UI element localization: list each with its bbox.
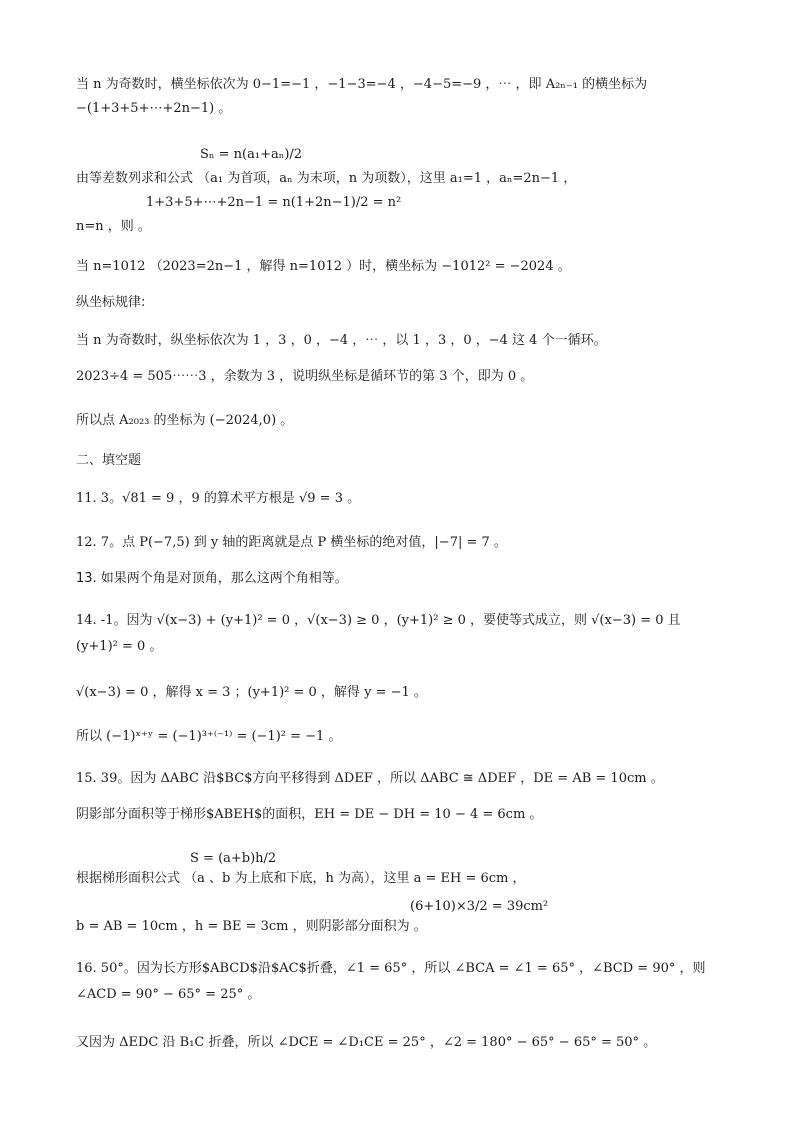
text-line: b = AB = 10cm ，h = BE = 3cm ，则阴影部分面积为 。 xyxy=(76,919,427,934)
text-line: 纵坐标规律: xyxy=(76,295,146,310)
text-line: 当 n 为奇数时，横坐标依次为 0−1=−1 ，−1−3=−4 ，−4−5=−9 ，⋯ ，即 A₂ₙ₋₁ 的横坐标为 xyxy=(76,77,648,92)
text-line: 由等差数列求和公式 （a₁ 为首项，aₙ 为末项，n 为项数），这里 a₁=1 ，aₙ=2n−1 ， xyxy=(76,171,577,186)
text-line: 所以 (−1)ˣ⁺ʸ = (−1)³⁺⁽⁻¹⁾ = (−1)² = −1 。 xyxy=(76,729,342,744)
answer-line: 16. 50°。因为长方形$ABCD$沿$AC$折叠，∠1 = 65° ，所以 ∠BCA = ∠1 = 65° ，∠BCD = 90° ，则 xyxy=(76,961,706,976)
text-line: 当 n 为奇数时，纵坐标依次为 1 ，3 ，0 ，−4 ，⋯ ，以 1 ，3 ，0 ，−4 这 4 个一循环。 xyxy=(76,333,607,348)
answer-line: 14. -1。因为 √(x−3) + (y+1)² = 0 ，√(x−3) ≥ 0 ，(y+1)² ≥ 0 ，要使等式成立，则 √(x−3) = 0 且 xyxy=(76,613,681,628)
formula-line: 1+3+5+⋯+2n−1 = n(1+2n−1)/2 = n² xyxy=(146,195,402,210)
text-line: 根据梯形面积公式 （a 、b 为上底和下底，h 为高），这里 a = EH = 6cm ， xyxy=(76,871,526,886)
text-line: −(1+3+5+⋯+2n−1) 。 xyxy=(76,101,232,116)
answer-line: 15. 39。因为 ΔABC 沿$BC$方向平移得到 ΔDEF ，所以 ΔABC ≅ ΔDEF ，DE = AB = 10cm 。 xyxy=(76,771,664,786)
formula-line: Sₙ = n(a₁+aₙ)/2 xyxy=(200,147,303,162)
text-line: 当 n=1012 （2023=2n−1 ，解得 n=1012 ）时，横坐标为 −1012² = −2024 。 xyxy=(76,259,571,274)
text-line: 所以点 A₂₀₂₃ 的坐标为 (−2024,0) 。 xyxy=(76,413,294,428)
text-line: 2023÷4 = 505⋯⋯3 ，余数为 3 ，说明纵坐标是循环节的第 3 个，即为 0 。 xyxy=(76,369,534,384)
text-line: (y+1)² = 0 。 xyxy=(76,639,163,654)
section-heading: 二、填空题 xyxy=(76,453,142,468)
text-line: ∠ACD = 90° − 65° = 25° 。 xyxy=(76,987,261,1002)
formula-line: (6+10)×3/2 = 39cm² xyxy=(410,899,549,914)
text-line: √(x−3) = 0 ，解得 x = 3 ；(y+1)² = 0 ，解得 y = −1 。 xyxy=(76,685,427,700)
text-line: 又因为 ΔEDC 沿 B₁C 折叠，所以 ∠DCE = ∠D₁CE = 25° ，∠2 = 180° − 65° − 65° = 50° 。 xyxy=(76,1035,657,1050)
formula-line: S = (a+b)h/2 xyxy=(190,851,277,866)
answer-line: 12. 7。点 P(−7,5) 到 y 轴的距离就是点 P 横坐标的绝对值，|−7| = 7 。 xyxy=(76,535,507,550)
answer-line: 11. 3。√81 = 9 ，9 的算术平方根是 √9 = 3 。 xyxy=(76,491,361,506)
text-line: 阴影部分面积等于梯形$ABEH$的面积，EH = DE − DH = 10 − 4 = 6cm 。 xyxy=(76,807,543,822)
text-line: n=n ，则 。 xyxy=(76,219,151,234)
answer-line: 13. 如果两个角是对顶角，那么这两个角相等。 xyxy=(76,571,348,586)
